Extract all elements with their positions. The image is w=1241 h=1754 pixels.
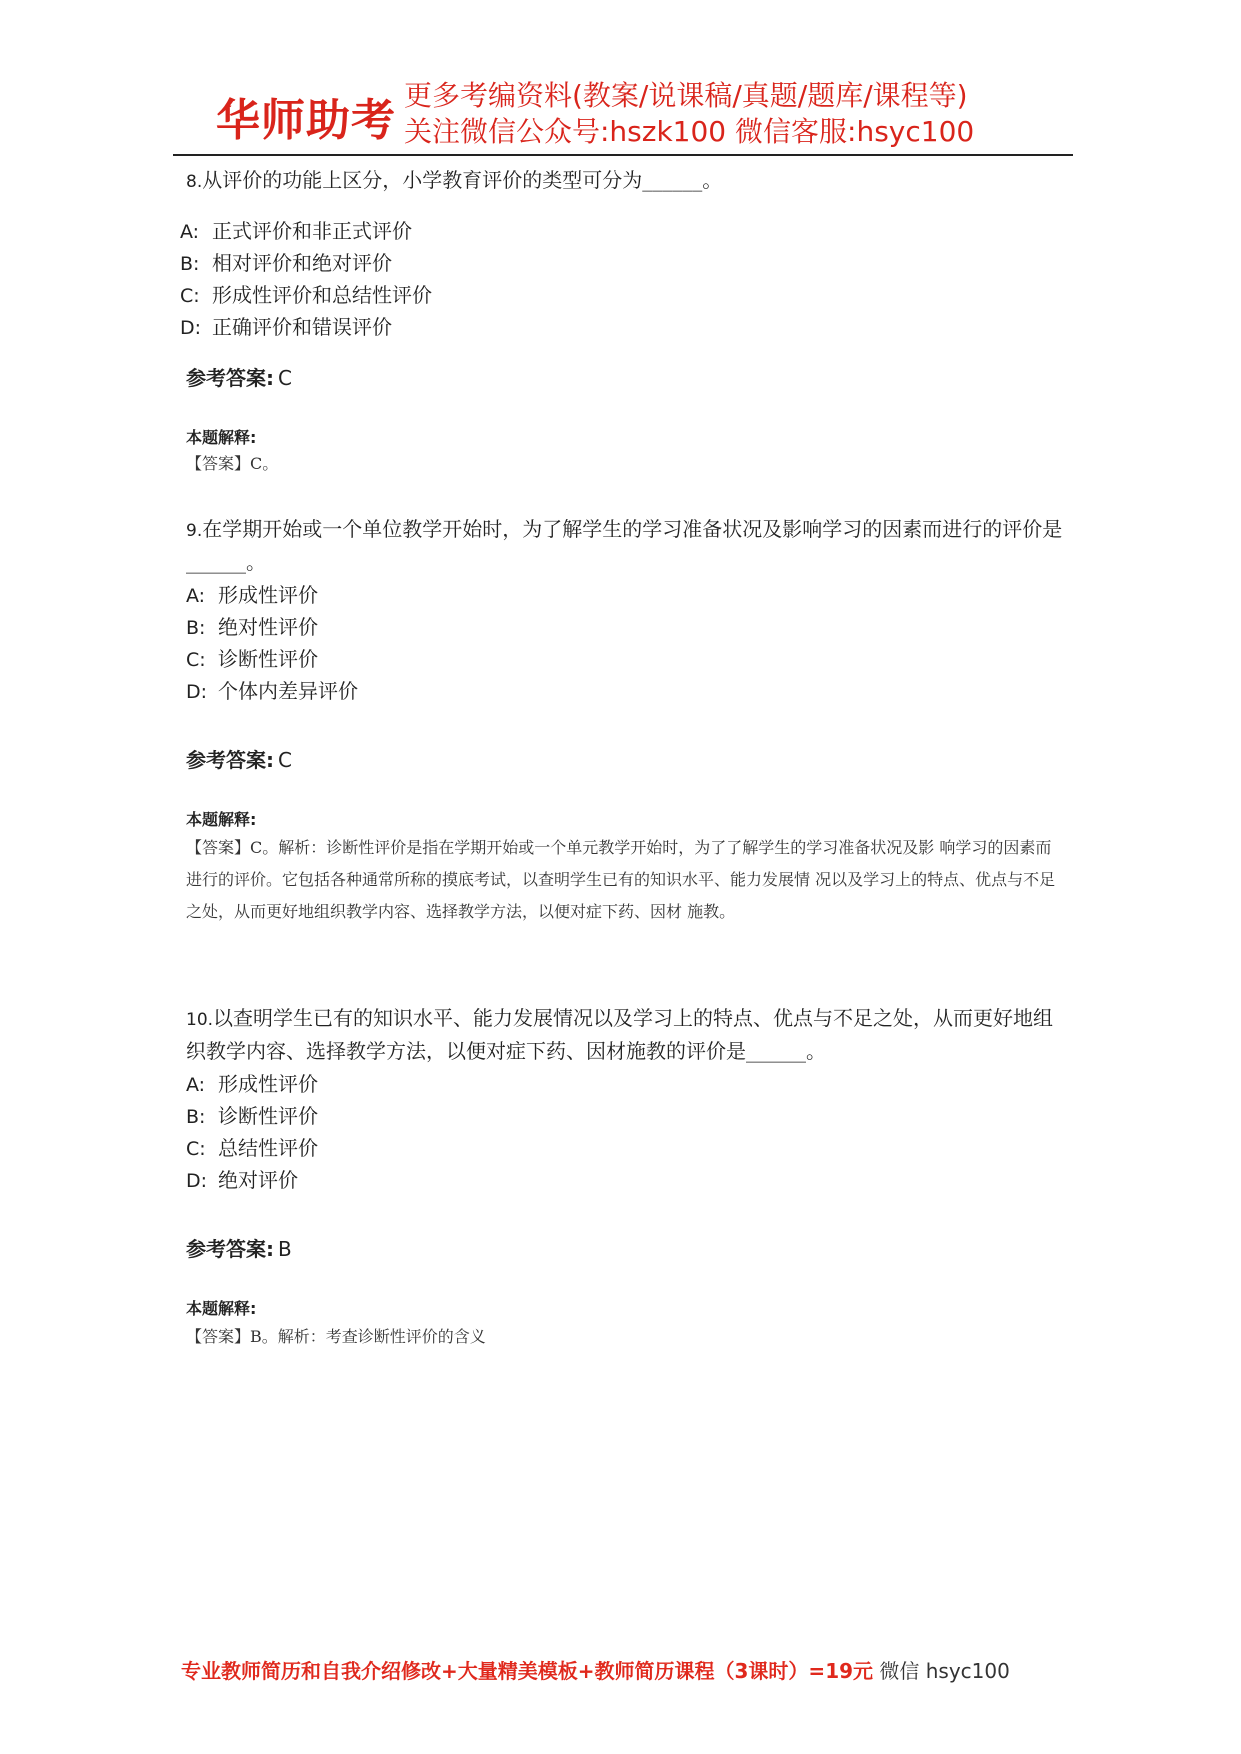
question-stem — [186, 1003, 1066, 1067]
explanation-title: 本题解释: — [186, 428, 257, 447]
question-number: 9. — [186, 521, 203, 541]
reference-answer — [186, 362, 1076, 391]
option-letter: A: — [186, 585, 206, 607]
option-b — [186, 612, 1066, 644]
option-text: 绝对性评价 — [218, 615, 318, 639]
option-letter: A: — [180, 221, 200, 243]
option-letter: C: — [186, 649, 206, 671]
question-10 — [186, 1003, 1066, 1353]
footer-promo — [181, 1655, 1010, 1684]
option-text: 绝对评价 — [218, 1168, 298, 1192]
brand-logo: 华师助考 — [216, 95, 396, 146]
option-text: 个体内差异评价 — [218, 679, 358, 703]
option-letter: D: — [180, 317, 202, 339]
explanation-title: 本题解释: — [186, 1299, 257, 1318]
answer-value: C — [278, 366, 292, 390]
header-promo-line-2: 关注微信公众号:hszk100 微信客服:hsyc100 — [404, 115, 975, 148]
option-list — [180, 216, 1076, 344]
option-text: 正确评价和错误评价 — [212, 315, 392, 339]
question-number: 10. — [186, 1010, 214, 1030]
reference-answer — [186, 744, 1066, 773]
option-letter: B: — [186, 1106, 206, 1128]
header-divider — [173, 154, 1073, 156]
reference-answer — [186, 1233, 1066, 1262]
explanation-text: 【答案】C。解析：诊断性评价是指在学期开始或一个单元教学开始时，为了了解学生的学习准备状况及影 响学习的因素而进行的评价。它包括各种通常所称的摸底考试，以查明学生已有的知识水平、能力发展情 况以及学习上的特点、优点与不足之处，从而更好地组织教学内容、选择教学方法，以便对症下药、因材 施教。 — [186, 838, 1056, 921]
option-a — [180, 216, 1076, 248]
option-d — [186, 1165, 1066, 1197]
answer-label: 参考答案: — [186, 748, 274, 772]
option-d — [186, 676, 1066, 708]
question-text: 从评价的功能上区分，小学教育评价的类型可分为______。 — [202, 168, 723, 192]
page-header — [216, 78, 1046, 148]
question-text: 在学期开始或一个单位教学开始时，为了解学生的学习准备状况及影响学习的因素而进行的评价是______。 — [186, 517, 1063, 574]
footer-contact: 微信 hsyc100 — [879, 1659, 1010, 1683]
option-text: 正式评价和非正式评价 — [212, 219, 412, 243]
header-promo-line-1: 更多考编资料(教案/说课稿/真题/题库/课程等) — [404, 79, 968, 112]
question-text: 以查明学生已有的知识水平、能力发展情况以及学习上的特点、优点与不足之处，从而更好地组织教学内容、选择教学方法，以便对症下药、因材施教的评价是______。 — [186, 1006, 1054, 1063]
option-a — [186, 1069, 1066, 1101]
option-b — [186, 1101, 1066, 1133]
option-letter: C: — [186, 1138, 206, 1160]
option-c — [180, 280, 1076, 312]
option-text: 形成性评价 — [218, 1072, 318, 1096]
answer-value: B — [278, 1237, 292, 1261]
option-letter: D: — [186, 1170, 208, 1192]
option-text: 诊断性评价 — [218, 647, 318, 671]
explanation-title: 本题解释: — [186, 810, 257, 829]
option-letter: C: — [180, 285, 200, 307]
option-b — [180, 248, 1076, 280]
option-letter: A: — [186, 1074, 206, 1096]
option-letter: D: — [186, 681, 208, 703]
option-letter: B: — [186, 617, 206, 639]
question-stem — [186, 165, 1076, 198]
question-stem — [186, 514, 1066, 578]
option-list — [186, 580, 1066, 708]
question-number: 8. — [186, 172, 203, 192]
footer-promo-text: 专业教师简历和自我介绍修改+大量精美模板+教师简历课程（3课时）=19元 — [181, 1659, 874, 1683]
answer-value: C — [278, 748, 292, 772]
option-letter: B: — [180, 253, 200, 275]
header-promo — [404, 78, 974, 150]
option-text: 总结性评价 — [218, 1136, 318, 1160]
explanation-text: 【答案】B。解析：考查诊断性评价的含义 — [186, 1327, 486, 1346]
option-c — [186, 644, 1066, 676]
option-text: 相对评价和绝对评价 — [212, 251, 392, 275]
question-9 — [186, 514, 1066, 928]
option-c — [186, 1133, 1066, 1165]
option-text: 形成性评价 — [218, 583, 318, 607]
answer-label: 参考答案: — [186, 1237, 274, 1261]
option-text: 诊断性评价 — [218, 1104, 318, 1128]
explanation-text: 【答案】C。 — [186, 454, 279, 473]
question-8 — [180, 165, 1076, 480]
option-list — [186, 1069, 1066, 1197]
answer-label: 参考答案: — [186, 366, 274, 390]
option-d — [180, 312, 1076, 344]
option-text: 形成性评价和总结性评价 — [212, 283, 432, 307]
option-a — [186, 580, 1066, 612]
